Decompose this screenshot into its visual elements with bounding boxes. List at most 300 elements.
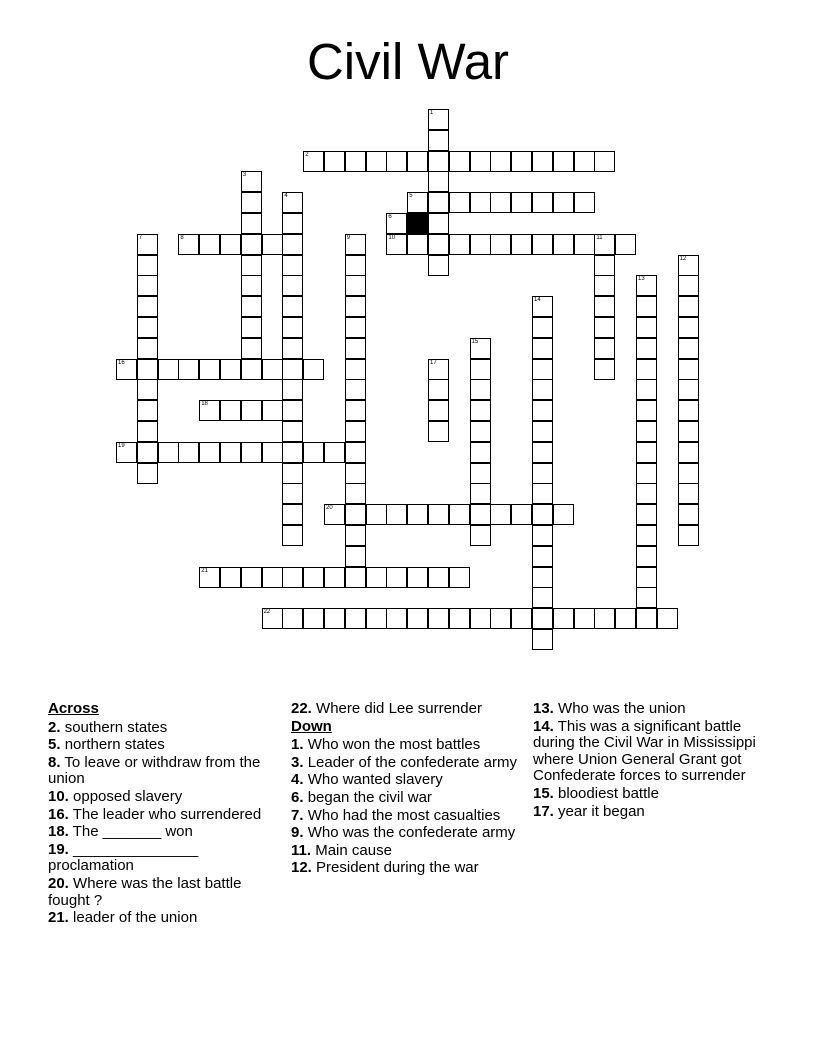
grid-cell[interactable] <box>262 567 283 588</box>
grid-cell[interactable] <box>636 421 657 442</box>
grid-cell[interactable] <box>553 192 574 213</box>
grid-cell[interactable] <box>532 546 553 567</box>
grid-cell[interactable] <box>636 338 657 359</box>
grid-cell[interactable] <box>407 151 428 172</box>
grid-cell[interactable] <box>137 338 158 359</box>
grid-cell[interactable] <box>282 442 303 463</box>
grid-cell[interactable] <box>137 296 158 317</box>
grid-cell[interactable] <box>324 151 345 172</box>
grid-cell[interactable] <box>199 234 220 255</box>
clue-text: Who won the most battles <box>307 736 481 754</box>
clue-number-label: 3. <box>291 753 304 771</box>
grid-cell[interactable] <box>137 421 158 442</box>
grid-cell[interactable] <box>366 504 387 525</box>
grid-cell[interactable] <box>574 151 595 172</box>
grid-cell[interactable] <box>511 192 532 213</box>
grid-cell[interactable] <box>407 234 428 255</box>
grid-cell[interactable] <box>636 317 657 338</box>
grid-cell[interactable] <box>636 400 657 421</box>
clue-number-label: 9. <box>291 824 304 842</box>
grid-cell[interactable] <box>636 442 657 463</box>
grid-cell[interactable] <box>470 234 491 255</box>
grid-cell[interactable] <box>220 234 241 255</box>
clue-text: year it began <box>558 802 645 820</box>
grid-cell[interactable] <box>636 567 657 588</box>
grid-cell[interactable] <box>594 275 615 296</box>
clue-number: 11 <box>596 234 603 241</box>
clue-text: _______________ proclamation <box>48 840 199 875</box>
grid-cell[interactable] <box>345 567 366 588</box>
grid-cell[interactable] <box>532 629 553 650</box>
grid-cell[interactable] <box>366 151 387 172</box>
grid-cell[interactable] <box>470 338 491 359</box>
clue-number: 10 <box>388 234 396 241</box>
grid-cell[interactable] <box>532 359 553 380</box>
grid-cell[interactable] <box>178 234 199 255</box>
clue-text: Who wanted slavery <box>307 771 443 789</box>
grid-cell[interactable] <box>428 213 449 234</box>
grid-cell[interactable] <box>678 379 699 400</box>
grid-cell[interactable] <box>470 463 491 484</box>
clue-number-label: 10. <box>48 787 69 805</box>
grid-cell[interactable] <box>594 608 615 629</box>
grid-cell[interactable] <box>470 608 491 629</box>
grid-cell[interactable] <box>345 421 366 442</box>
clue-number-label: 22. <box>291 700 312 717</box>
grid-cell[interactable] <box>678 483 699 504</box>
grid-cell[interactable] <box>324 567 345 588</box>
clue-number: 20 <box>326 505 333 512</box>
grid-cell[interactable] <box>345 338 366 359</box>
grid-cell[interactable] <box>594 317 615 338</box>
clue-number: 3 <box>242 172 247 179</box>
grid-cell[interactable] <box>345 546 366 567</box>
grid-cell[interactable] <box>345 442 366 463</box>
grid-cell[interactable] <box>490 192 511 213</box>
grid-cell[interactable] <box>241 234 262 255</box>
clue-number-label: 12. <box>291 859 312 877</box>
clue-number-label: 15. <box>533 784 554 802</box>
clue-number: 4 <box>284 193 288 200</box>
grid-cell[interactable] <box>137 317 158 338</box>
grid-cell[interactable] <box>636 483 657 504</box>
grid-cell[interactable] <box>428 192 449 213</box>
grid-cell[interactable] <box>324 608 345 629</box>
grid-cell[interactable] <box>386 213 407 234</box>
grid-cell[interactable] <box>594 151 615 172</box>
clue-number: 13 <box>638 276 645 283</box>
clue-number-label: 13. <box>533 700 554 717</box>
grid-cell[interactable] <box>594 296 615 317</box>
grid-cell[interactable] <box>220 567 241 588</box>
grid-cell[interactable] <box>678 463 699 484</box>
grid-cell[interactable] <box>282 192 303 213</box>
grid-cell[interactable] <box>553 234 574 255</box>
grid-cell[interactable] <box>345 317 366 338</box>
grid-cell[interactable] <box>636 296 657 317</box>
clue-text: To leave or withdraw from the union <box>48 753 261 788</box>
grid-cell[interactable] <box>678 255 699 276</box>
grid-cell[interactable] <box>407 608 428 629</box>
grid-cell[interactable] <box>428 171 449 192</box>
section-heading: Down <box>291 717 332 735</box>
grid-cell[interactable] <box>158 442 179 463</box>
grid-cell[interactable] <box>449 608 470 629</box>
clue-item <box>291 755 519 772</box>
grid-cell[interactable] <box>532 421 553 442</box>
grid-cell[interactable] <box>428 421 449 442</box>
clue-text: Leader of the confederate army <box>307 753 517 771</box>
grid-cell[interactable] <box>262 234 283 255</box>
grid-cell[interactable] <box>241 275 262 296</box>
grid-cell[interactable] <box>470 483 491 504</box>
grid-cell[interactable] <box>345 359 366 380</box>
grid-cell[interactable] <box>386 504 407 525</box>
grid-cell[interactable] <box>407 192 428 213</box>
grid-cell[interactable] <box>636 525 657 546</box>
clue-text: President during the war <box>316 859 479 877</box>
grid-cell[interactable] <box>386 151 407 172</box>
grid-cell[interactable] <box>449 192 470 213</box>
grid-cell[interactable] <box>594 234 615 255</box>
clue-column-2 <box>291 701 519 878</box>
grid-cell[interactable] <box>532 483 553 504</box>
grid-cell[interactable] <box>282 379 303 400</box>
grid-cell[interactable] <box>407 567 428 588</box>
grid-cell[interactable] <box>532 442 553 463</box>
grid-cell[interactable] <box>282 359 303 380</box>
grid-cell[interactable] <box>532 234 553 255</box>
grid-cell[interactable] <box>345 463 366 484</box>
grid-cell[interactable] <box>636 546 657 567</box>
grid-cell[interactable] <box>678 421 699 442</box>
grid-cell[interactable] <box>199 442 220 463</box>
grid-cell[interactable] <box>282 463 303 484</box>
grid-cell[interactable] <box>470 151 491 172</box>
grid-cell[interactable] <box>241 213 262 234</box>
clue-number-label: 5. <box>48 736 61 754</box>
grid-cell[interactable] <box>345 275 366 296</box>
grid-cell[interactable] <box>428 400 449 421</box>
grid-cell[interactable] <box>532 608 553 629</box>
grid-cell[interactable] <box>241 255 262 276</box>
grid-cell[interactable] <box>345 255 366 276</box>
grid-cell[interactable] <box>137 379 158 400</box>
grid-cell[interactable] <box>345 234 366 255</box>
grid-cell[interactable] <box>303 359 324 380</box>
grid-cell[interactable] <box>241 192 262 213</box>
grid-cell[interactable] <box>137 255 158 276</box>
grid-cell[interactable] <box>470 192 491 213</box>
grid-cell[interactable] <box>636 463 657 484</box>
grid-cell[interactable] <box>511 151 532 172</box>
grid-cell[interactable] <box>366 567 387 588</box>
clue-text: leader of the union <box>73 909 198 927</box>
clue-item <box>291 860 519 877</box>
clue-number-label: 1. <box>291 736 304 754</box>
grid-cell[interactable] <box>282 275 303 296</box>
grid-cell[interactable] <box>386 608 407 629</box>
grid-cell[interactable] <box>532 192 553 213</box>
grid-cell[interactable] <box>511 504 532 525</box>
grid-cell[interactable] <box>532 504 553 525</box>
grid-cell[interactable] <box>241 359 262 380</box>
grid-cell[interactable] <box>449 504 470 525</box>
black-square <box>407 213 428 234</box>
grid-cell[interactable] <box>303 151 324 172</box>
grid-cell[interactable] <box>532 317 553 338</box>
grid-cell[interactable] <box>532 587 553 608</box>
grid-cell[interactable] <box>428 608 449 629</box>
grid-cell[interactable] <box>449 567 470 588</box>
grid-cell[interactable] <box>282 400 303 421</box>
grid-cell[interactable] <box>116 442 137 463</box>
grid-cell[interactable] <box>428 359 449 380</box>
grid-cell[interactable] <box>428 567 449 588</box>
grid-cell[interactable] <box>678 504 699 525</box>
grid-cell[interactable] <box>324 504 345 525</box>
grid-cell[interactable] <box>282 317 303 338</box>
clue-number-label: 18. <box>48 823 69 841</box>
grid-cell[interactable] <box>282 255 303 276</box>
grid-cell[interactable] <box>574 234 595 255</box>
grid-cell[interactable] <box>470 504 491 525</box>
grid-cell[interactable] <box>449 234 470 255</box>
grid-cell[interactable] <box>636 359 657 380</box>
grid-cell[interactable] <box>366 608 387 629</box>
clue-text: Main cause <box>315 841 392 859</box>
clue-text: Where was the last battle fought ? <box>48 874 242 909</box>
clue-number: 18 <box>201 401 208 408</box>
grid-cell[interactable] <box>178 359 199 380</box>
grid-cell[interactable] <box>282 504 303 525</box>
clue-number: 6 <box>388 214 392 220</box>
clue-number-label: 17. <box>533 802 554 820</box>
grid-cell[interactable] <box>199 567 220 588</box>
grid-cell[interactable] <box>303 567 324 588</box>
grid-cell[interactable] <box>470 400 491 421</box>
grid-cell[interactable] <box>137 463 158 484</box>
clue-number: 12 <box>679 255 687 262</box>
grid-cell[interactable] <box>553 504 574 525</box>
clue-text: southern states <box>64 718 168 736</box>
clue-number: 15 <box>471 338 479 345</box>
grid-cell[interactable] <box>262 442 283 463</box>
clue-item <box>48 737 276 754</box>
clue-number: 16 <box>118 359 125 366</box>
grid-cell[interactable] <box>594 359 615 380</box>
grid-cell[interactable] <box>220 442 241 463</box>
clue-item <box>533 701 761 718</box>
grid-cell[interactable] <box>241 338 262 359</box>
clue-number: 9 <box>346 234 351 241</box>
clue-text: Where did Lee surrender <box>316 700 482 717</box>
clue-text: The _______ won <box>72 823 193 841</box>
clue-number-label: 8. <box>48 753 61 771</box>
clue-number: 7 <box>138 234 143 241</box>
clue-number: 22 <box>263 609 271 616</box>
grid-cell[interactable] <box>262 359 283 380</box>
grid-cell[interactable] <box>282 421 303 442</box>
grid-cell[interactable] <box>345 379 366 400</box>
grid-cell[interactable] <box>636 504 657 525</box>
grid-cell[interactable] <box>636 587 657 608</box>
grid-cell[interactable] <box>428 255 449 276</box>
grid-cell[interactable] <box>532 151 553 172</box>
grid-cell[interactable] <box>199 400 220 421</box>
grid-cell[interactable] <box>428 130 449 151</box>
clue-number: 5 <box>409 193 413 200</box>
grid-cell[interactable] <box>678 338 699 359</box>
grid-cell[interactable] <box>490 151 511 172</box>
grid-cell[interactable] <box>137 359 158 380</box>
grid-cell[interactable] <box>282 525 303 546</box>
grid-cell[interactable] <box>490 504 511 525</box>
grid-cell[interactable] <box>636 275 657 296</box>
grid-cell[interactable] <box>282 234 303 255</box>
grid-cell[interactable] <box>678 296 699 317</box>
grid-cell[interactable] <box>241 317 262 338</box>
grid-cell[interactable] <box>282 483 303 504</box>
grid-cell[interactable] <box>407 504 428 525</box>
grid-cell[interactable] <box>178 442 199 463</box>
grid-cell[interactable] <box>303 608 324 629</box>
grid-cell[interactable] <box>345 483 366 504</box>
grid-cell[interactable] <box>324 442 345 463</box>
grid-cell[interactable] <box>137 442 158 463</box>
grid-cell[interactable] <box>615 608 636 629</box>
grid-cell[interactable] <box>470 379 491 400</box>
grid-cell[interactable] <box>303 442 324 463</box>
grid-cell[interactable] <box>594 338 615 359</box>
clue-item <box>48 824 276 841</box>
grid-cell[interactable] <box>241 171 262 192</box>
grid-cell[interactable] <box>282 567 303 588</box>
grid-cell[interactable] <box>532 296 553 317</box>
grid-cell[interactable] <box>532 338 553 359</box>
grid-cell[interactable] <box>657 608 678 629</box>
grid-cell[interactable] <box>345 400 366 421</box>
grid-cell[interactable] <box>428 379 449 400</box>
clue-number-label: 21. <box>48 909 69 927</box>
clue-number-label: 20. <box>48 874 69 892</box>
clue-item <box>291 808 519 825</box>
grid-cell[interactable] <box>490 608 511 629</box>
clue-number: 1 <box>430 110 434 116</box>
grid-cell[interactable] <box>678 442 699 463</box>
clue-item <box>48 876 276 909</box>
clue-column-1 <box>48 701 276 928</box>
clue-item <box>48 720 276 737</box>
clue-text: Who was the union <box>558 700 686 717</box>
grid-cell[interactable] <box>574 608 595 629</box>
clue-number: 21 <box>201 567 208 574</box>
grid-cell[interactable] <box>553 151 574 172</box>
grid-cell[interactable] <box>282 213 303 234</box>
grid-cell[interactable] <box>511 608 532 629</box>
grid-cell[interactable] <box>345 296 366 317</box>
grid-cell[interactable] <box>490 234 511 255</box>
grid-cell[interactable] <box>574 192 595 213</box>
clue-number-label: 19. <box>48 840 69 858</box>
clue-text: This was a significant battle during the Civil War in Mississippi where Union General Grant got Confederate forces to surrender <box>533 717 756 785</box>
grid-cell[interactable] <box>532 463 553 484</box>
clue-number-label: 14. <box>533 717 554 735</box>
grid-cell[interactable] <box>241 296 262 317</box>
clue-number-label: 11. <box>291 841 312 859</box>
clue-column-3 <box>533 701 761 821</box>
clue-text: Who was the confederate army <box>307 824 516 842</box>
grid-cell[interactable] <box>282 608 303 629</box>
grid-cell[interactable] <box>428 151 449 172</box>
clue-item <box>48 807 276 824</box>
grid-cell[interactable] <box>345 504 366 525</box>
grid-cell[interactable] <box>428 504 449 525</box>
grid-cell[interactable] <box>532 525 553 546</box>
clue-item <box>291 737 519 754</box>
grid-cell[interactable] <box>241 400 262 421</box>
grid-cell[interactable] <box>470 359 491 380</box>
grid-cell[interactable] <box>532 379 553 400</box>
grid-cell[interactable] <box>241 442 262 463</box>
grid-cell[interactable] <box>511 234 532 255</box>
grid-cell[interactable] <box>282 296 303 317</box>
grid-cell[interactable] <box>532 400 553 421</box>
clue-item <box>533 719 761 785</box>
grid-cell[interactable] <box>532 567 553 588</box>
grid-cell[interactable] <box>220 359 241 380</box>
grid-cell[interactable] <box>262 400 283 421</box>
clue-item <box>291 701 519 718</box>
grid-cell[interactable] <box>137 400 158 421</box>
grid-cell[interactable] <box>220 400 241 421</box>
grid-cell[interactable] <box>199 359 220 380</box>
grid-cell[interactable] <box>386 234 407 255</box>
grid-cell[interactable] <box>470 421 491 442</box>
grid-cell[interactable] <box>470 525 491 546</box>
grid-cell[interactable] <box>241 567 262 588</box>
grid-cell[interactable] <box>116 359 137 380</box>
clue-number: 2 <box>305 151 309 158</box>
grid-cell[interactable] <box>678 317 699 338</box>
grid-cell[interactable] <box>137 234 158 255</box>
grid-cell[interactable] <box>553 608 574 629</box>
grid-cell[interactable] <box>282 338 303 359</box>
grid-cell[interactable] <box>345 151 366 172</box>
grid-cell[interactable] <box>449 151 470 172</box>
grid-cell[interactable] <box>636 379 657 400</box>
page-title: Civil War <box>306 33 510 90</box>
grid-cell[interactable] <box>678 359 699 380</box>
grid-cell[interactable] <box>428 109 449 130</box>
grid-cell[interactable] <box>470 442 491 463</box>
clue-number-label: 6. <box>291 788 304 806</box>
grid-cell[interactable] <box>678 525 699 546</box>
clue-item <box>48 910 276 927</box>
grid-cell[interactable] <box>345 608 366 629</box>
grid-cell[interactable] <box>636 608 657 629</box>
grid-cell[interactable] <box>137 275 158 296</box>
grid-cell[interactable] <box>678 400 699 421</box>
grid-cell[interactable] <box>345 525 366 546</box>
grid-cell[interactable] <box>386 567 407 588</box>
grid-cell[interactable] <box>428 234 449 255</box>
grid-cell[interactable] <box>158 359 179 380</box>
grid-cell[interactable] <box>594 255 615 276</box>
grid-cell[interactable] <box>262 608 283 629</box>
grid-cell[interactable] <box>678 275 699 296</box>
grid-cell[interactable] <box>615 234 636 255</box>
